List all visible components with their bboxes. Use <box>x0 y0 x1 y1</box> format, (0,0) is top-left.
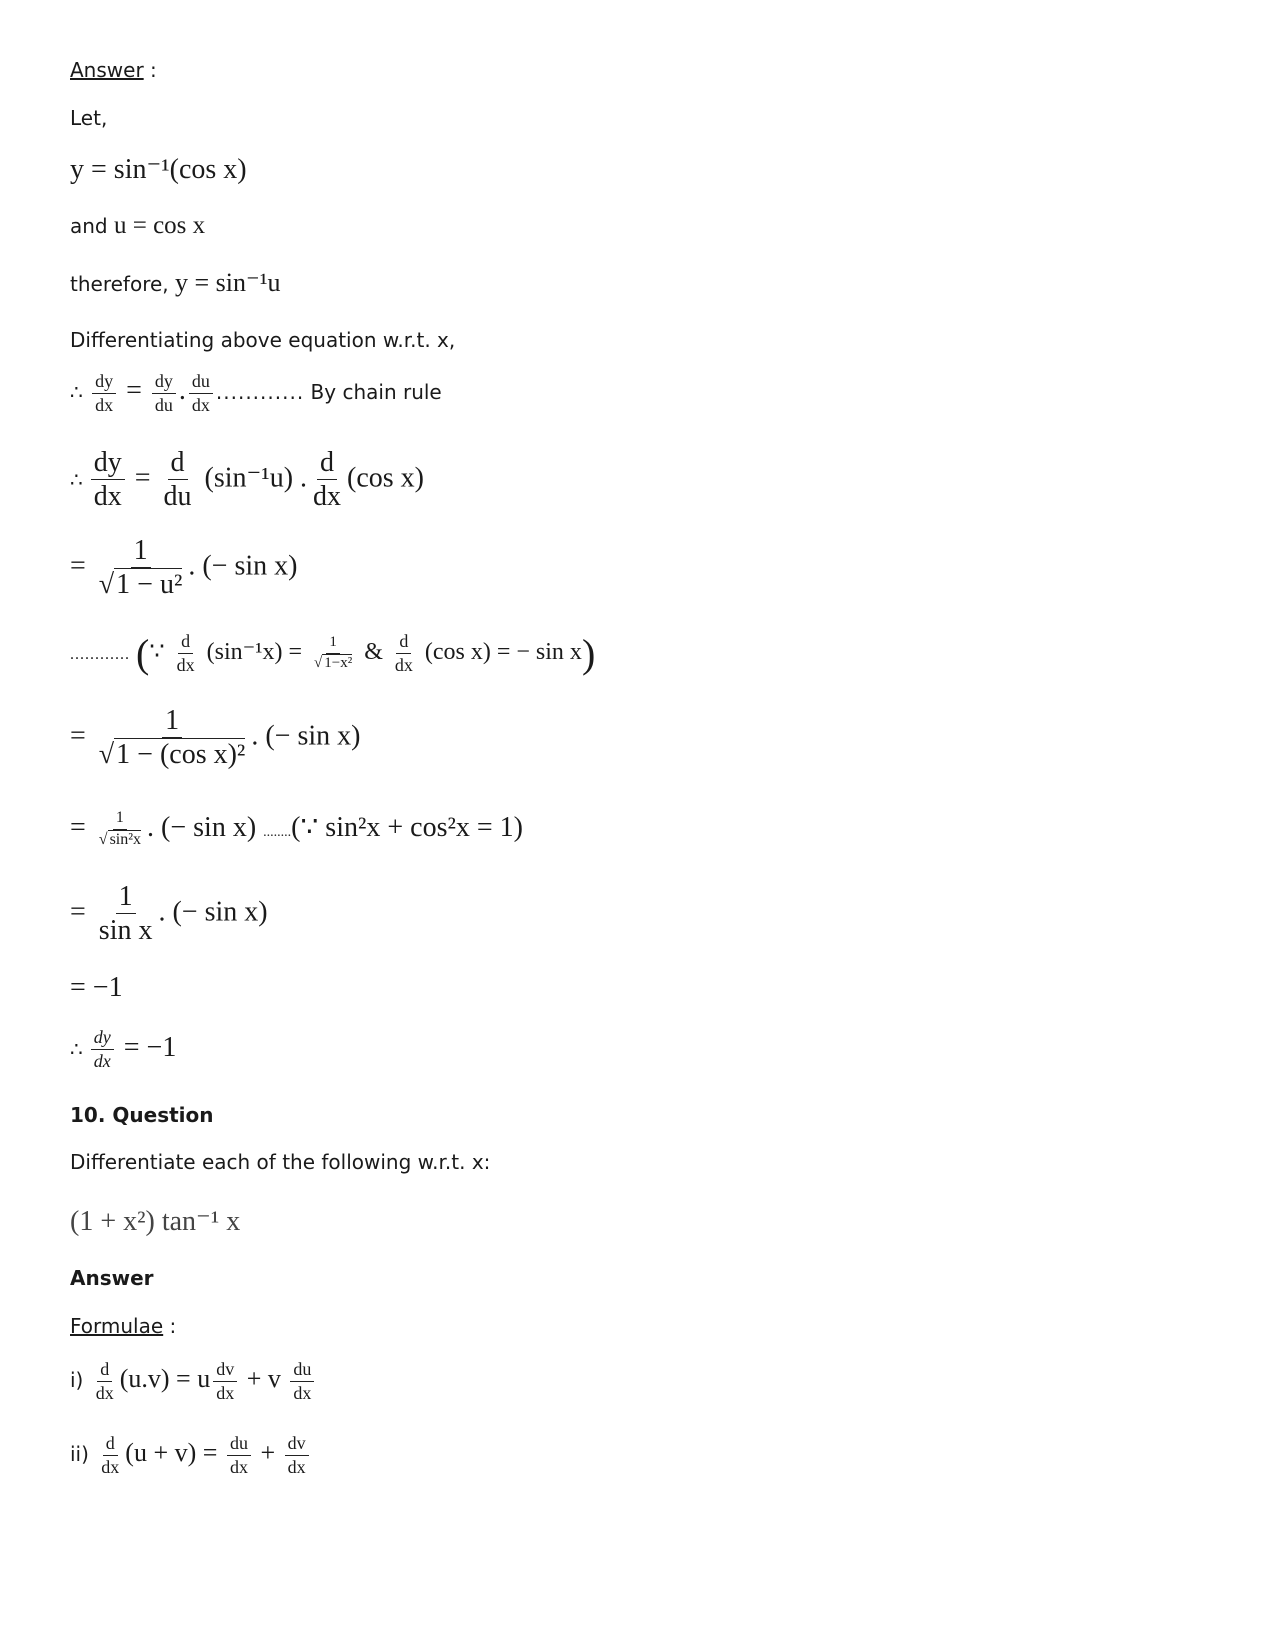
math-part: 1−x² <box>324 655 353 671</box>
denominator: dx <box>93 481 122 513</box>
math-part <box>93 1360 117 1403</box>
equation-u: u = cos x <box>113 212 206 239</box>
denominator: dx <box>191 394 210 415</box>
numerator: 1 <box>113 810 127 830</box>
math-part: √ <box>98 569 115 601</box>
math-part <box>285 1434 309 1477</box>
numerator: d <box>178 632 193 654</box>
numerator: dy <box>92 372 116 394</box>
math-part: . (− sin x) <box>251 720 361 752</box>
step5 <box>70 882 268 946</box>
denominator <box>96 568 186 599</box>
math-part: (cos x) <box>347 462 425 494</box>
step4 <box>70 810 523 849</box>
step2 <box>70 536 297 600</box>
denominator: du <box>154 394 173 415</box>
math-part: = <box>70 720 93 752</box>
equation-y: y = sin⁻¹(cos x) <box>70 154 247 185</box>
fraction-1-over-sqrt <box>96 536 186 600</box>
math-part: ) <box>581 631 596 676</box>
math-part: ............ <box>70 646 130 664</box>
math-part: (u.v) = u <box>119 1363 211 1393</box>
numerator: dy <box>91 448 125 480</box>
numerator: 1 <box>116 882 136 914</box>
math-part: + v <box>240 1363 288 1393</box>
math-part: sin²x <box>109 831 142 849</box>
math-part: = <box>127 462 158 494</box>
numerator: d <box>97 1360 112 1382</box>
numerator: 1 <box>326 635 340 654</box>
denominator: du <box>163 481 192 513</box>
math-part: . (− sin x) <box>188 550 298 582</box>
numerator: dy <box>91 1028 114 1050</box>
math-part: (sin⁻¹x) = <box>200 639 308 666</box>
reason-derivatives <box>70 630 595 677</box>
denominator: dx <box>293 1382 312 1403</box>
denominator: dx <box>101 1456 120 1477</box>
let-text: Let, <box>70 106 108 130</box>
math-part: & <box>358 639 389 666</box>
denominator: dx <box>95 1382 114 1403</box>
therefore-line <box>70 268 281 298</box>
denominator: dx <box>216 1382 235 1403</box>
fraction-dy-dx <box>91 448 125 512</box>
numerator: du <box>227 1434 251 1456</box>
denominator: dx <box>176 655 195 675</box>
numerator: 1 <box>131 536 151 568</box>
result <box>70 1028 176 1071</box>
step6: = −1 <box>70 972 123 1003</box>
fraction-d-dx <box>310 448 344 512</box>
numerator: d <box>396 632 411 654</box>
denominator: dx <box>313 481 342 513</box>
step1 <box>70 448 424 512</box>
math-part: : <box>163 1314 177 1338</box>
denominator: dx <box>93 1050 111 1071</box>
fraction-1-over-sqrt-sin2 <box>96 810 144 849</box>
numerator: 1 <box>162 706 182 738</box>
math-part: . (− sin x) <box>158 896 268 928</box>
math-part <box>227 1434 251 1477</box>
math-part: 1 − u² <box>116 569 183 601</box>
formulae-heading <box>70 1314 176 1338</box>
question-text: Differentiate each of the following w.r.t. x: <box>70 1150 491 1174</box>
differentiating-text: Differentiating above equation w.r.t. x, <box>70 328 456 352</box>
math-part: √ <box>98 739 115 771</box>
math-part: = <box>70 896 93 928</box>
math-part <box>174 632 198 675</box>
numerator: dy <box>152 372 176 394</box>
math-part: ∴ <box>70 469 88 492</box>
denominator: dx <box>394 655 413 675</box>
numerator: dv <box>285 1434 309 1456</box>
answer-label: Answer <box>70 58 144 82</box>
math-part: = <box>70 812 93 843</box>
and-label: and <box>70 214 114 238</box>
math-part <box>91 1028 114 1071</box>
fraction-dy-du <box>152 372 176 415</box>
math-part: ........ <box>263 825 292 840</box>
fraction-dy-dx <box>92 372 116 415</box>
numerator: dv <box>213 1360 237 1382</box>
denominator: dx <box>95 394 114 415</box>
answer-bold-heading: Answer <box>70 1266 154 1290</box>
denominator <box>311 654 355 672</box>
math-part: (u + v) = <box>125 1437 224 1467</box>
chain-rule-line <box>70 372 442 415</box>
question-title: 10. Question <box>70 1103 214 1127</box>
math-part: √ <box>98 831 108 849</box>
math-part: ii) <box>70 1441 96 1466</box>
math-part <box>392 632 416 675</box>
numerator: d <box>168 448 188 480</box>
identity-reason: (∵ sin²x + cos²x = 1) <box>291 812 524 843</box>
denominator: dx <box>229 1456 248 1477</box>
question-expression: (1 + x²) tan⁻¹ x <box>70 1206 241 1237</box>
math-part: (sin⁻¹u) . <box>197 462 308 494</box>
math-part: ( <box>136 631 150 676</box>
fraction-1-over-sqrt-cos <box>96 706 249 770</box>
fraction-d-du <box>161 448 195 512</box>
math-part: ∵ <box>149 639 171 666</box>
math-part <box>213 1360 237 1403</box>
numerator: du <box>290 1360 314 1382</box>
denominator: dx <box>287 1456 306 1477</box>
numerator: du <box>189 372 213 394</box>
formula-sum-rule <box>70 1434 312 1477</box>
math-part: (cos x) = − sin x <box>418 639 582 666</box>
math-part: . (− sin x) <box>147 812 264 843</box>
denominator: sin x <box>98 915 153 947</box>
chain-rule-note: By chain rule <box>304 379 442 404</box>
math-part: . <box>178 374 186 406</box>
fraction-1-over-sinx <box>96 882 156 946</box>
therefore-symbol: ∴ <box>70 379 90 404</box>
formulae-label: Formulae <box>70 1314 164 1338</box>
answer-heading <box>70 58 157 82</box>
formula-product-rule <box>70 1360 317 1403</box>
math-part: i) <box>70 1367 90 1392</box>
and-line <box>70 212 205 240</box>
denominator <box>96 738 249 769</box>
numerator: d <box>103 1434 118 1456</box>
math-part: ............ <box>215 379 305 404</box>
math-part <box>311 635 355 672</box>
math-part <box>98 1434 122 1477</box>
therefore-label: therefore, <box>70 272 175 296</box>
math-part: 1 − (cos x)² <box>116 739 246 771</box>
math-part: √ <box>314 655 323 671</box>
colon: : <box>143 58 157 82</box>
math-part: = −1 <box>116 1031 177 1063</box>
equation-y-u: y = sin⁻¹u <box>175 268 281 297</box>
step3 <box>70 706 360 770</box>
numerator: d <box>317 448 337 480</box>
fraction-du-dx <box>189 372 213 415</box>
math-part <box>290 1360 314 1403</box>
math-part: + <box>253 1437 282 1467</box>
math-part: ∴ <box>70 1038 88 1061</box>
denominator <box>96 830 144 849</box>
math-part: = <box>119 374 149 406</box>
math-part: = <box>70 550 93 582</box>
